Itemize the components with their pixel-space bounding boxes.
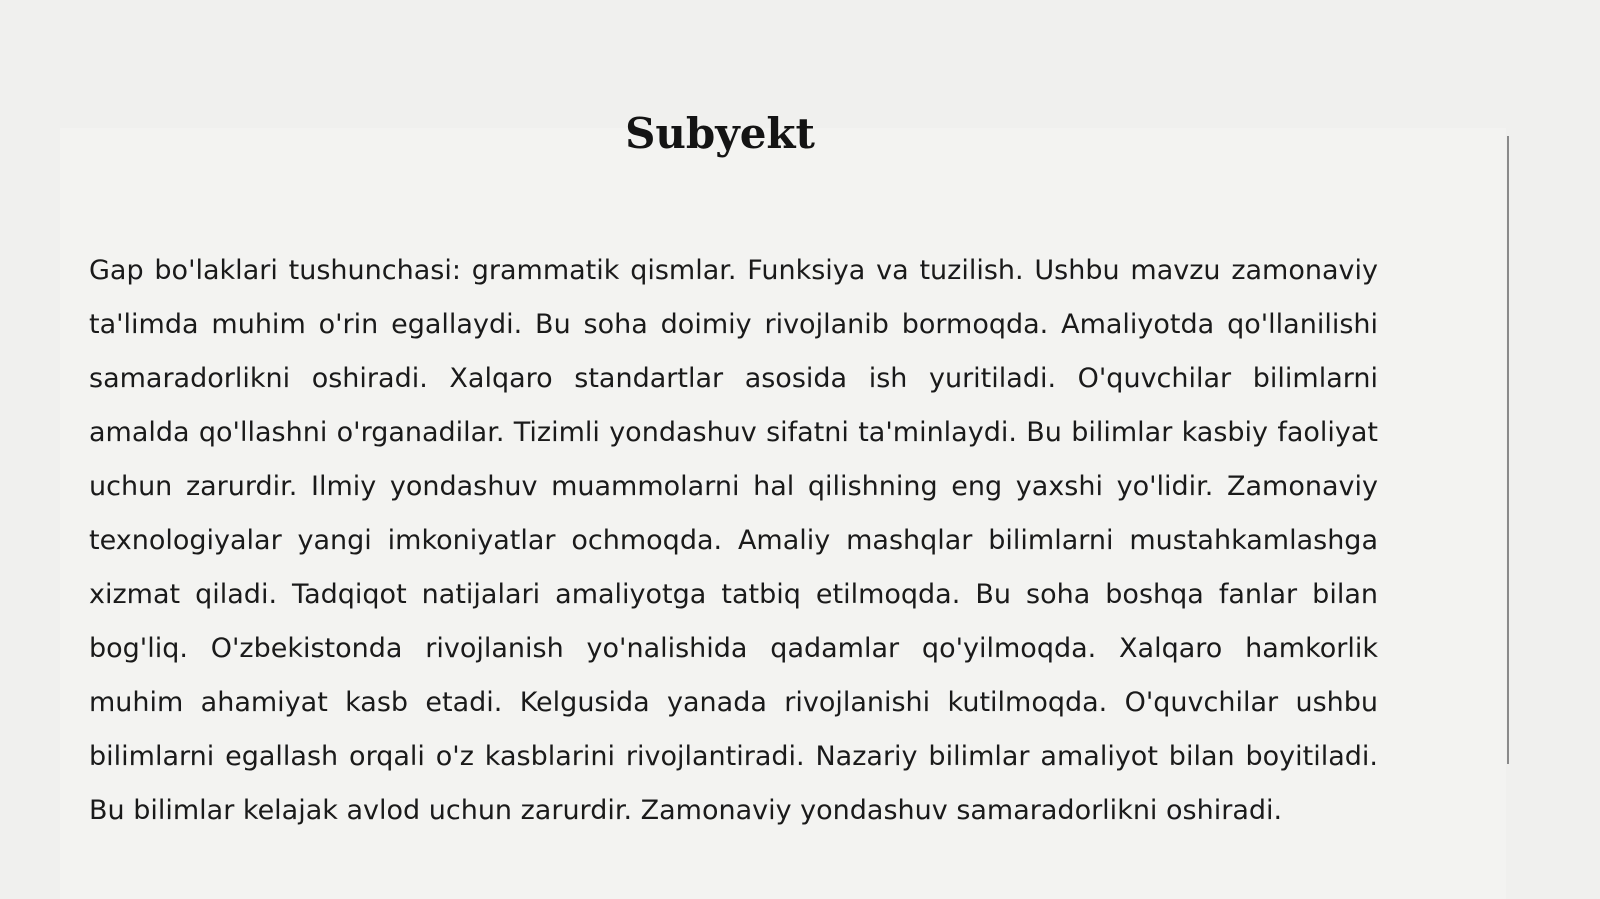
slide-title: Subyekt (625, 109, 815, 158)
vertical-divider (1507, 136, 1509, 764)
slide-body-text: Gap bo'laklari tushunchasi: grammatik qismlar. Funksiya va tuzilish. Ushbu mavzu zamonaviy ta'limda muhim o'rin egallaydi. Bu soha doimiy rivojlanib bormoqda. Amaliyotda qo'llanilishi samaradorlikni oshiradi. Xalqaro standartlar asosida ish yuritiladi. O'quvchilar bilimlarni amalda qo'llashni o'rganadilar. Tizimli yondashuv sifatni ta'minlaydi. Bu bilimlar kasbiy faoliyat uchun zarurdir. Ilmiy yondashuv muammolarni hal qilishning eng yaxshi yo'lidir. Zamonaviy texnologiyalar yangi imkoniyatlar ochmoqda. Amaliy mashqlar bilimlarni mustahkamlashga xizmat qiladi. Tadqiqot natijalari amaliyotga tatbiq etilmoqda. Bu soha boshqa fanlar bilan bog'liq. O'zbekistonda rivojlanish yo'nalishida qadamlar qo'yilmoqda. Xalqaro hamkorlik muhim ahamiyat kasb etadi. Kelgusida yanada rivojlanishi kutilmoqda. O'quvchilar ushbu bilimlarni egallash orqali o'z kasblarini rivojlantiradi. Nazariy bilimlar amaliyot bilan boyitiladi. Bu bilimlar kelajak avlod uchun zarurdir. Zamonaviy yondashuv samaradorlikni oshiradi. (89, 255, 1378, 826)
